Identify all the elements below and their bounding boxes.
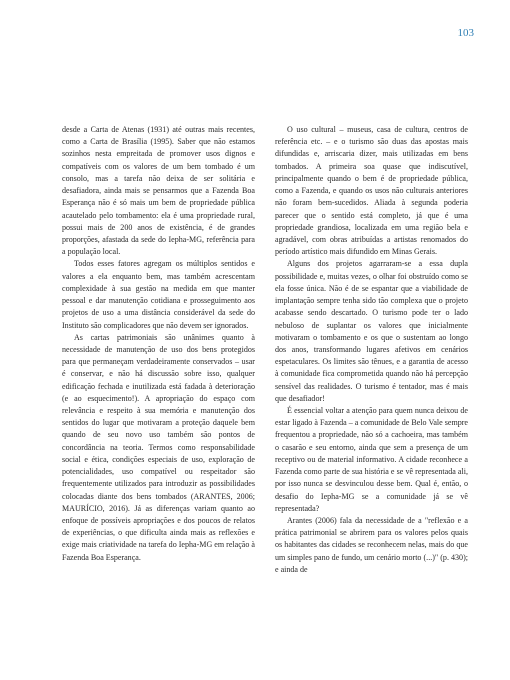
paragraph: Alguns dos projetos agarraram-se a essa dupla possibilidade e, muitas vezes, o olhar foi obstruído como se ela fosse única. Não é de se espantar que a viabilidade de implantação sempre tenha sido tão complexa que o projeto acabasse sendo descartado. O turismo pode ter o lado nebuloso de suplantar os valores que inicialmente motivaram o tombamento e os que o sustentam ao longo dos anos, transformando lugares afetivos em cenários espetaculares. Os limites são tênues, e a garantia de acesso à comunidade fica comprometida quando não há percepção sensível das realidades. O turismo é tentador, mas é mais que desafiador! bbox=[275, 259, 468, 403]
page-number: 103 bbox=[457, 27, 474, 39]
left-text-column bbox=[62, 124, 255, 564]
paragraph: Todos esses fatores agregam os múltiplos sentidos e valores a ela enquanto bem, mas também acrescentam complexidade à sua gestão na medida em que manter pessoal e dar manutenção cotidiana e prosseguimento aos projetos de uso a uma distância considerável da sede do Instituto são complicadores que não devem ser ignorados. bbox=[62, 259, 255, 330]
paragraph: O uso cultural – museus, casa de cultura, centros de referência etc. – e o turismo são duas das apostas mais difundidas e, arriscaria dizer, mais utilizadas em bens tombados. A primeira soa quase que indiscutível, principalmente quando o bem é de propriedade pública, como a Fazenda, e quando os usos não culturais anteriores não foram bem-sucedidos. Aliada à segunda poderia parecer que o sentido está completo, já que é uma propriedade grandiosa, localizada em uma região bela e agradável, com obras atribuídas a artistas renomados do período artístico mais difundido em Minas Gerais. bbox=[275, 125, 468, 257]
paragraph: desde a Carta de Atenas (1931) até outras mais recentes, como a Carta de Brasília (1995). Saber que não estamos sozinhos nesta empreitada de promover usos dignos e compatíveis com os valores de um bem tombado é um consolo, mas a tarefa não deixa de ser solitária e desafiadora, ainda mais se pensarmos que a Fazenda Boa Esperança não é só mais um bem de propriedade pública acautelado pelo tombamento: ela é uma propriedade rural, possui mais de 200 anos de existência, é de grandes proporções, afastada da sede do Iepha-MG, referência para a população local. bbox=[62, 125, 255, 257]
right-text-column bbox=[275, 124, 468, 576]
paragraph: É essencial voltar a atenção para quem nunca deixou de estar ligado à Fazenda – a comunidade de Belo Vale sempre frequentou a propriedade, não só a cachoeira, mas também o casarão e seu entorno, ainda que sem a presença de um receptivo ou de material informativo. A cidade reconhece a Fazenda como parte de sua história e se vê representada ali, por isso nunca se desvinculou desse bem. Qual é, então, o desafio do Iepha-MG se a comunidade já se vê representada? bbox=[275, 406, 468, 513]
paragraph: Arantes (2006) fala da necessidade de a "reflexão e a prática patrimonial se abrirem para os valores pelos quais os habitantes das cidades se reconhecem nelas, mais do que um simples pano de fundo, um cenário morto (...)" (p. 430); e ainda de bbox=[275, 516, 468, 574]
paragraph: As cartas patrimoniais são unânimes quanto à necessidade de manutenção de uso dos bens protegidos para que permaneçam verdadeiramente conservados – usar é conservar, e não há discussão sobre isso, qualquer edificação fechada e inutilizada está fadada à deterioração (e ao esquecimento!). A apropriação do espaço com relevância e respeito à sua memória e manutenção dos sentidos do lugar que motivaram a proteção daquele bem quando de seu novo uso também são pontos de concordância na teoria. Termos como responsabilidade social e ética, condições especiais de uso, exploração de potencialidades, uso compatível ou respeitador são frequentemente utilizados para introduzir as possibilidades colocadas diante dos bens tombados (ARANTES, 2006; MAURÍCIO, 2016). Já as diferenças variam quanto ao enfoque de possíveis apropriações e dos poucos de relatos de experiências, o que dificulta ainda mais as reflexões e exige mais criatividade na tarefa do Iepha-MG em relação à Fazenda Boa Esperança. bbox=[62, 332, 255, 562]
